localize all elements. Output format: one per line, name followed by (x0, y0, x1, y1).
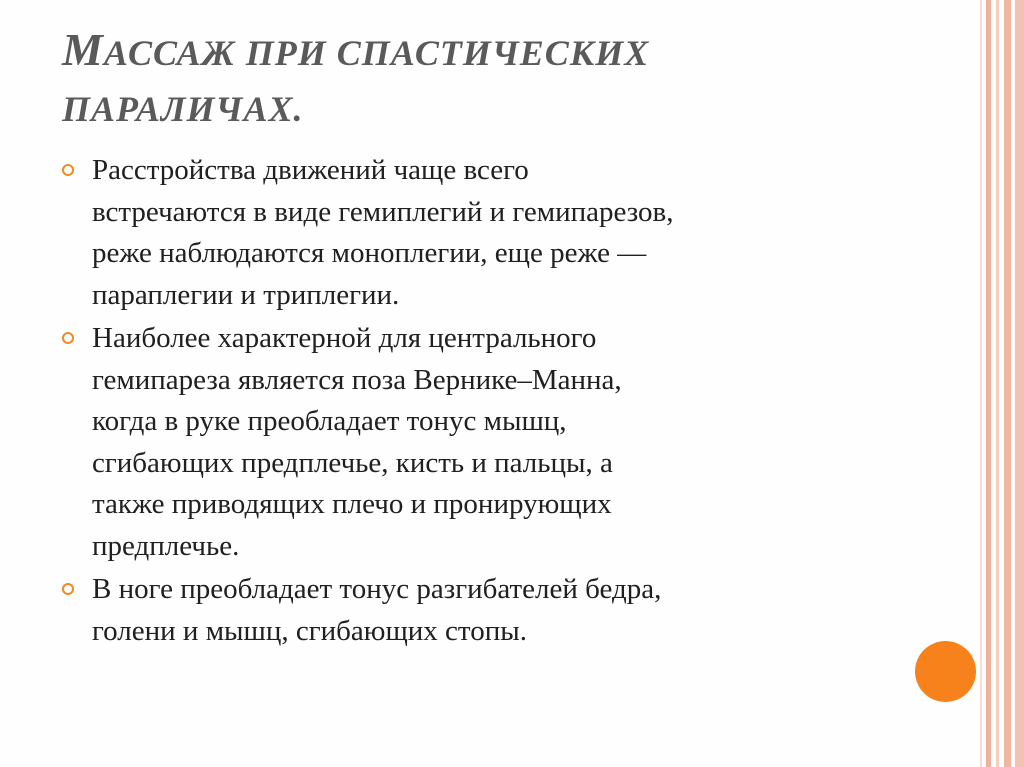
bullet-line: встречаются в виде гемиплегий и гемипарезов, (92, 195, 674, 228)
stripe (986, 0, 991, 767)
bullet-line: параплегии и триплегии. (92, 278, 400, 311)
bullet-line: голени и мышц, сгибающих стопы. (92, 614, 527, 647)
orange-circle-icon (915, 641, 976, 702)
bullet-line: Наиболее характерной для центрального (92, 322, 597, 354)
title-line-1-text: АССАЖ ПРИ СПАСТИЧЕСКИХ (103, 33, 650, 73)
bullet-line: сгибающих предплечье, кисть и пальцы, а (92, 446, 613, 479)
bullet-line: когда в руке преобладает тонус мышц, (92, 405, 567, 437)
stripe (1004, 0, 1011, 767)
bullet-line: реже наблюдаются моноплегии, еще реже — (92, 237, 647, 269)
stripe (980, 0, 982, 767)
bullet-circle-icon (62, 332, 74, 344)
decorative-stripes (976, 0, 1024, 767)
slide-title (62, 22, 922, 137)
bullet-circle-icon (62, 164, 74, 176)
bullet-line: гемипареза является поза Вернике–Манна, (92, 363, 622, 396)
stripe (996, 0, 999, 767)
title-initial: М (62, 24, 104, 75)
bullet-line: В ноге преобладает тонус разгибателей бедра, (92, 573, 662, 605)
bullet-line: также приводящих плечо и пронирующих (92, 488, 612, 520)
bullet-circle-icon (62, 583, 74, 595)
bullet-list (60, 150, 940, 654)
title-line-2: ПАРАЛИЧАХ. (62, 89, 304, 129)
title-line-1 (62, 22, 922, 81)
stripe (1015, 0, 1024, 767)
bullet-item-1 (60, 150, 940, 316)
bullet-line: Расстройства движений чаще всего (92, 154, 529, 186)
bullet-line: предплечье. (92, 529, 240, 562)
bullet-item-3 (60, 569, 940, 652)
bullet-item-2 (60, 318, 940, 567)
